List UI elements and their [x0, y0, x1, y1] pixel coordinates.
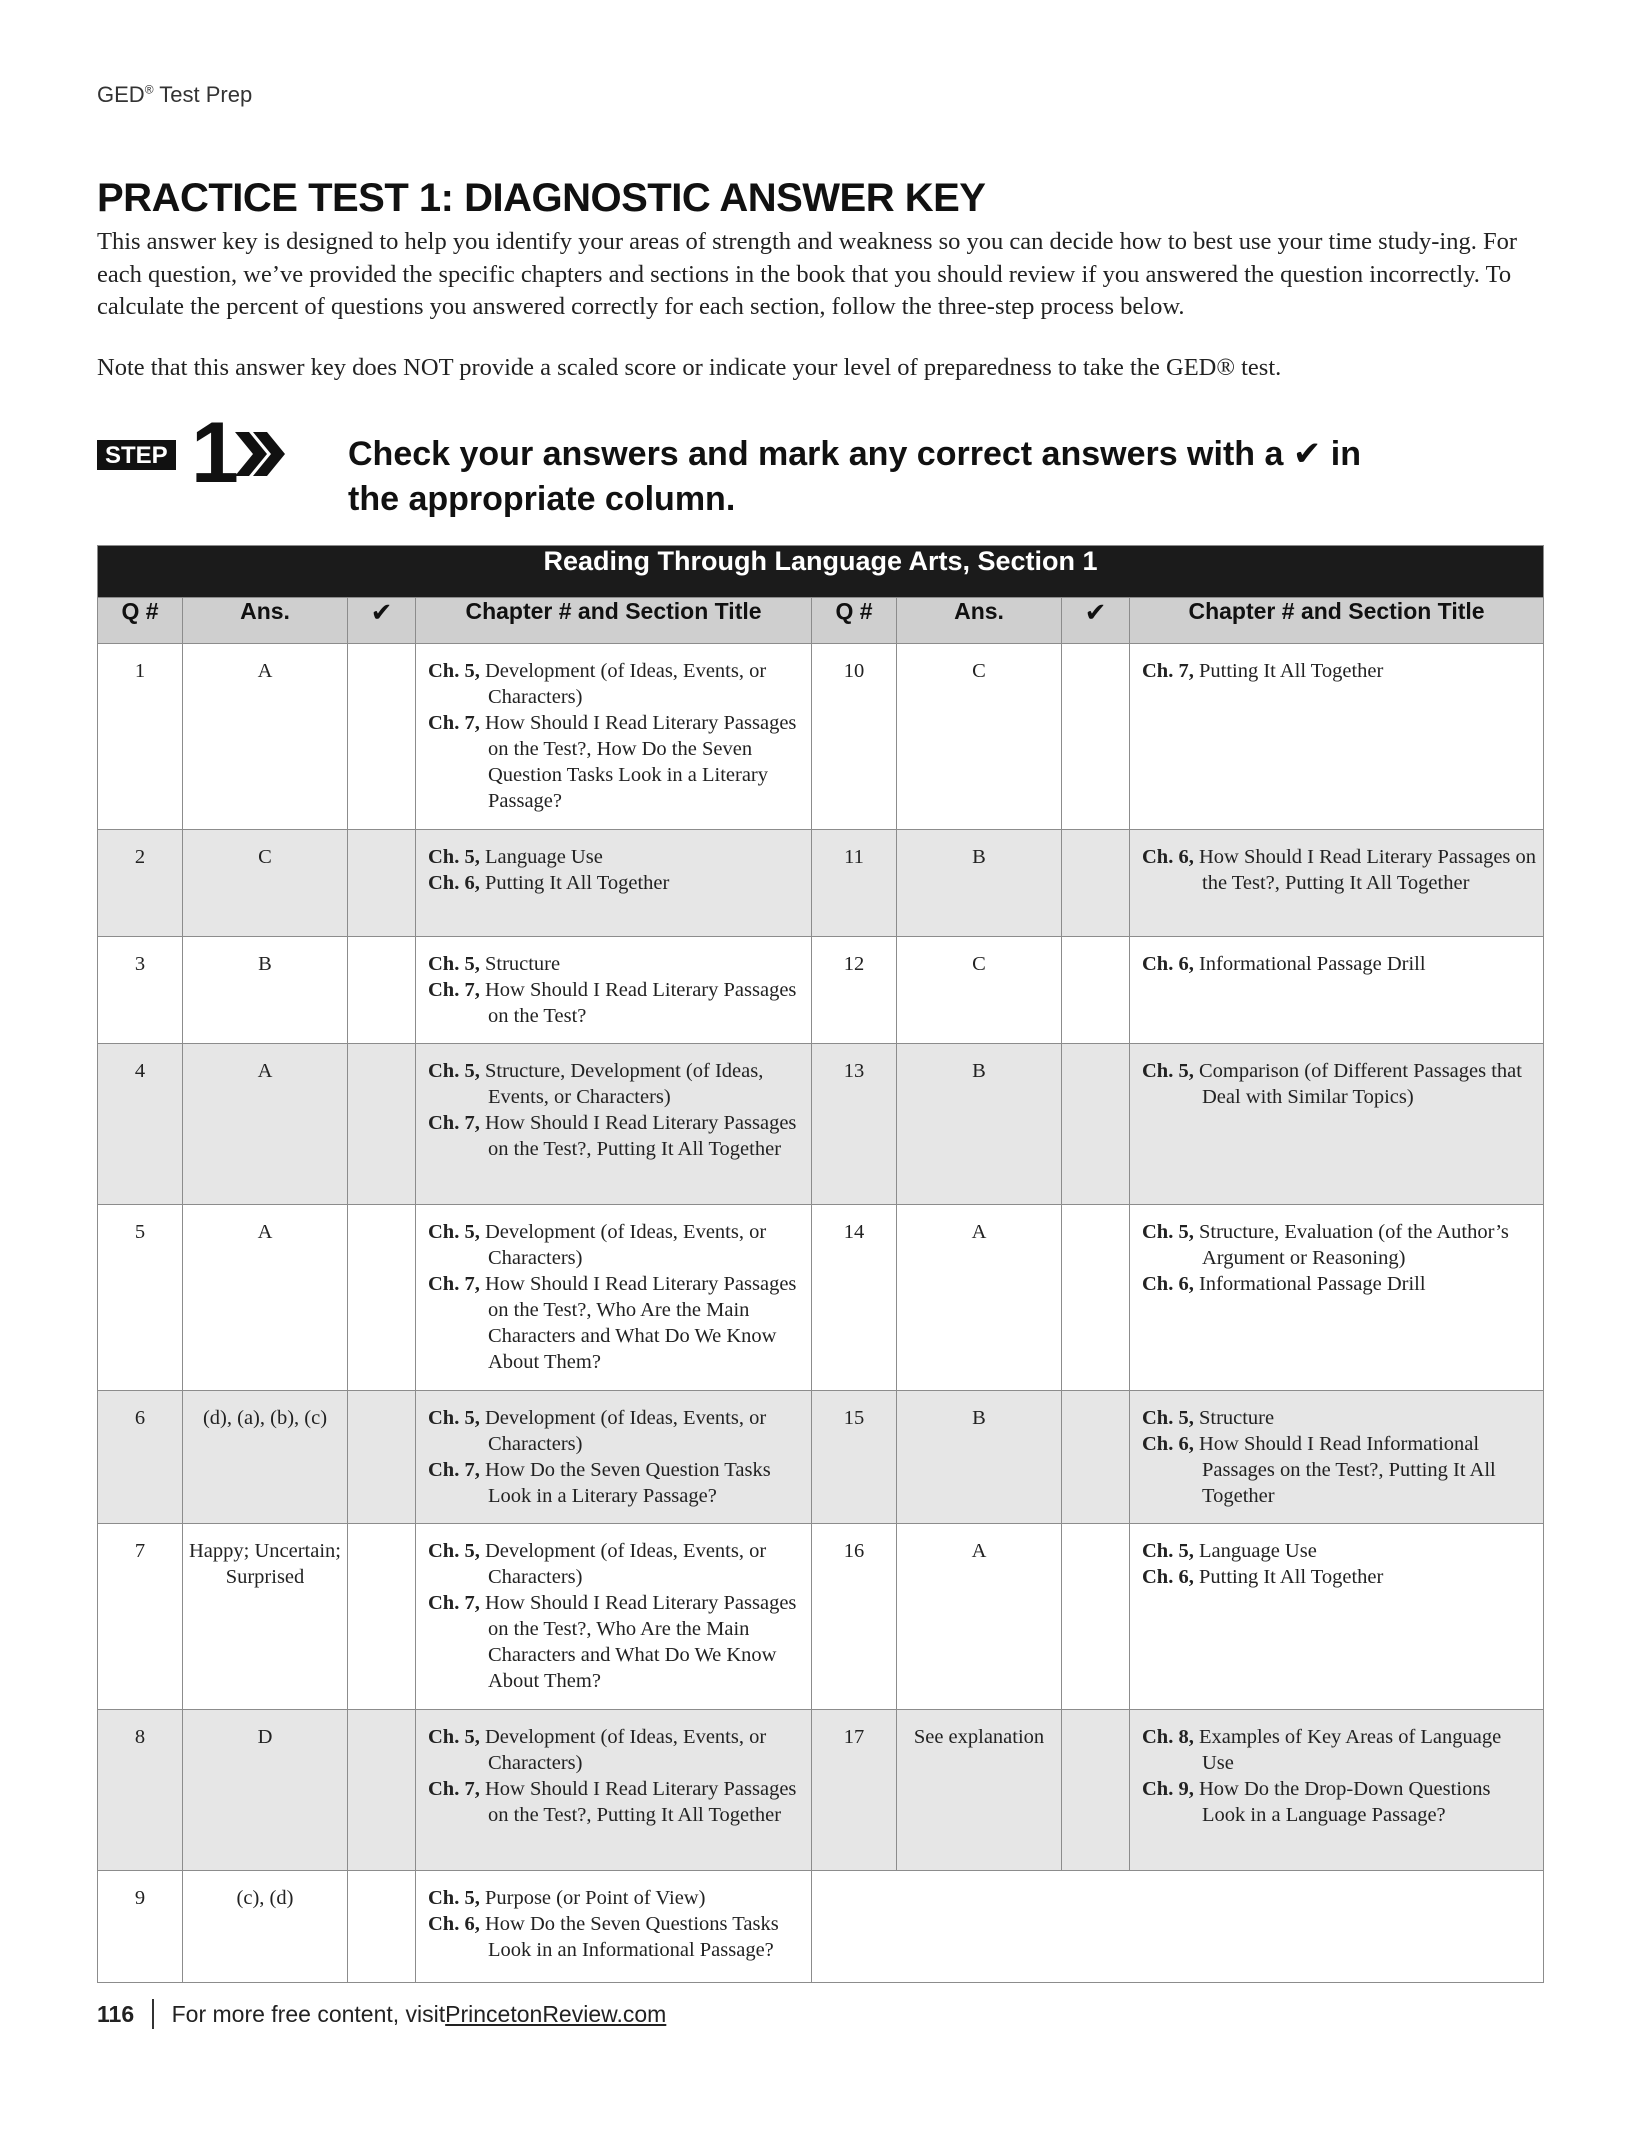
col-header-check: [348, 598, 416, 644]
chapter-number: Ch. 5,: [1142, 1221, 1194, 1243]
section-title: How Should I Read Informational Passages on the Test?, Putting It All Together: [1198, 1433, 1496, 1507]
table-row: [98, 1205, 1544, 1391]
answer-key-table: [97, 545, 1544, 1983]
section-title: Structure, Development (of Ideas, Events, or Characters): [484, 1060, 764, 1108]
table-row: [98, 830, 1544, 937]
chapter-number: Ch. 6,: [1142, 1273, 1194, 1295]
chapter-reference: [428, 1271, 805, 1375]
chapter-reference: [428, 844, 805, 870]
footer-divider: [152, 1999, 154, 2029]
chapter-number: Ch. 5,: [1142, 1060, 1194, 1082]
double-chevron-icon: [235, 432, 287, 476]
page-footer: [97, 1997, 666, 2031]
section-title: Structure: [1198, 1407, 1275, 1429]
question-number: 9: [98, 1871, 183, 1983]
answer-cell: (d), (a), (b), (c): [183, 1391, 348, 1524]
running-head-suffix: Test Prep: [153, 82, 253, 107]
section-title: Development (of Ideas, Events, or Characters): [484, 1407, 767, 1455]
section-title: How Should I Read Literary Passages on the Test?, Putting It All Together: [484, 1778, 797, 1826]
chapter-reference: [1142, 844, 1537, 896]
question-number: 11: [812, 830, 897, 937]
chapter-reference-cell: [416, 1044, 812, 1205]
table-row: [98, 1524, 1544, 1710]
chapter-number: Ch. 5,: [1142, 1540, 1194, 1562]
chapter-number: Ch. 7,: [428, 979, 480, 1001]
step-badge: [97, 405, 297, 501]
chapter-number: Ch. 5,: [428, 1726, 480, 1748]
col-header-q: Q #: [812, 598, 897, 644]
answer-cell: Happy; Uncertain; Surprised: [183, 1524, 348, 1710]
table-row: [98, 1044, 1544, 1205]
chapter-reference-cell: [416, 1205, 812, 1391]
table-row: [98, 937, 1544, 1044]
running-head-prefix: GED: [97, 82, 145, 107]
chapter-reference: [428, 977, 805, 1029]
chapter-reference-cell: [1130, 830, 1544, 937]
section-title: Structure, Evaluation (of the Author’s Argument or Reasoning): [1198, 1221, 1509, 1269]
answer-cell: B: [897, 1391, 1062, 1524]
chapter-number: Ch. 9,: [1142, 1778, 1194, 1800]
answer-cell: B: [897, 1044, 1062, 1205]
section-title: How Should I Read Literary Passages on the Test?, Who Are the Main Characters and What Do We Know About Them?: [484, 1273, 797, 1373]
chapter-number: Ch. 5,: [428, 1540, 480, 1562]
col-header-ans: Ans.: [183, 598, 348, 644]
chapter-number: Ch. 6,: [1142, 1566, 1194, 1588]
chapter-reference-cell: [1130, 1044, 1544, 1205]
chapter-reference: [428, 1538, 805, 1590]
check-cell[interactable]: [348, 1871, 416, 1983]
chapter-number: Ch. 7,: [428, 1778, 480, 1800]
question-number: 8: [98, 1710, 183, 1871]
answer-cell: (c), (d): [183, 1871, 348, 1983]
section-title: Development (of Ideas, Events, or Characters): [484, 1540, 767, 1588]
table-row: [98, 1391, 1544, 1524]
section-title: Examples of Key Areas of Language Use: [1198, 1726, 1502, 1774]
chapter-number: Ch. 5,: [1142, 1407, 1194, 1429]
section-title: How Do the Seven Question Tasks Look in a Literary Passage?: [484, 1459, 771, 1507]
chapter-reference: [1142, 1219, 1537, 1271]
check-cell[interactable]: [1062, 830, 1130, 937]
section-title: How Should I Read Literary Passages on the Test?, Who Are the Main Characters and What Do We Know About Them?: [484, 1592, 797, 1692]
chapter-reference: [428, 870, 805, 896]
chapter-reference-cell: [416, 1710, 812, 1871]
chapter-reference: [1142, 1724, 1537, 1776]
chapter-number: Ch. 5,: [428, 1407, 480, 1429]
question-number: 13: [812, 1044, 897, 1205]
chapter-reference-cell: [416, 1871, 812, 1983]
col-header-ans: Ans.: [897, 598, 1062, 644]
chapter-reference: [1142, 658, 1537, 684]
chapter-number: Ch. 7,: [428, 1112, 480, 1134]
chapter-reference: [1142, 1538, 1537, 1564]
table-row: [98, 644, 1544, 830]
chapter-reference: [428, 658, 805, 710]
question-number: 3: [98, 937, 183, 1044]
chapter-number: Ch. 6,: [428, 872, 480, 894]
question-number: 2: [98, 830, 183, 937]
table-row: [98, 1710, 1544, 1871]
question-number: 5: [98, 1205, 183, 1391]
checkmark-icon: ✔: [1084, 598, 1107, 628]
chapter-reference-cell: [1130, 1524, 1544, 1710]
answer-cell: A: [183, 1205, 348, 1391]
check-cell[interactable]: [348, 830, 416, 937]
question-number: 17: [812, 1710, 897, 1871]
chapter-reference: [428, 1405, 805, 1457]
chapter-number: Ch. 7,: [428, 1459, 480, 1481]
chapter-reference: [428, 1776, 805, 1828]
empty-cell: [812, 1871, 1544, 1983]
chapter-number: Ch. 7,: [428, 712, 480, 734]
chapter-number: Ch. 8,: [1142, 1726, 1194, 1748]
section-title: Development (of Ideas, Events, or Characters): [484, 660, 767, 708]
answer-cell: C: [183, 830, 348, 937]
question-number: 16: [812, 1524, 897, 1710]
check-cell[interactable]: [348, 1710, 416, 1871]
check-cell[interactable]: [1062, 1524, 1130, 1710]
chapter-reference: [428, 1590, 805, 1694]
section-title: How Should I Read Literary Passages on the Test?, How Do the Seven Question Tasks Look in a Literary Passage?: [484, 712, 797, 812]
section-title: Purpose (or Point of View): [484, 1887, 706, 1909]
col-header-chapter: Chapter # and Section Title: [1130, 598, 1544, 644]
answer-cell: See explanation: [897, 1710, 1062, 1871]
chapter-reference: [428, 1110, 805, 1162]
question-number: 14: [812, 1205, 897, 1391]
chapter-number: Ch. 5,: [428, 1060, 480, 1082]
chapter-number: Ch. 5,: [428, 1887, 480, 1909]
question-number: 7: [98, 1524, 183, 1710]
chapter-reference: [428, 1457, 805, 1509]
check-cell[interactable]: [1062, 1710, 1130, 1871]
answer-cell: A: [183, 1044, 348, 1205]
chapter-reference: [1142, 1776, 1537, 1828]
footer-text: For more free content, visit: [171, 2000, 446, 2027]
chapter-reference: [1142, 1271, 1537, 1297]
question-number: 6: [98, 1391, 183, 1524]
step-number: 1: [191, 405, 239, 501]
chapter-number: Ch. 7,: [428, 1273, 480, 1295]
section-title: Informational Passage Drill: [1198, 953, 1426, 975]
chapter-reference: [428, 1724, 805, 1776]
chapter-reference: [1142, 1405, 1537, 1431]
chapter-reference-cell: [1130, 1391, 1544, 1524]
check-cell[interactable]: [1062, 1205, 1130, 1391]
check-cell[interactable]: [348, 937, 416, 1044]
chapter-reference: [428, 951, 805, 977]
section-title: Development (of Ideas, Events, or Characters): [484, 1726, 767, 1774]
chapter-reference-cell: [416, 1524, 812, 1710]
chapter-reference: [1142, 1431, 1537, 1509]
chapter-reference: [428, 1911, 805, 1963]
step-label: STEP: [97, 440, 176, 470]
check-cell[interactable]: [348, 1205, 416, 1391]
step-instruction: Check your answers and mark any correct answers with a ✔ in the appropriate column.: [348, 435, 1361, 518]
chapter-reference-cell: [416, 937, 812, 1044]
chapter-reference-cell: [1130, 644, 1544, 830]
check-cell[interactable]: [1062, 1044, 1130, 1205]
answer-cell: A: [897, 1524, 1062, 1710]
check-cell[interactable]: [348, 1044, 416, 1205]
answer-cell: C: [897, 644, 1062, 830]
section-title: Language Use: [1198, 1540, 1317, 1562]
chapter-number: Ch. 6,: [428, 1913, 480, 1935]
answer-cell: B: [183, 937, 348, 1044]
answer-cell: B: [897, 830, 1062, 937]
section-title: Informational Passage Drill: [1198, 1273, 1426, 1295]
section-title: Putting It All Together: [1198, 1566, 1384, 1588]
chapter-number: Ch. 7,: [428, 1592, 480, 1614]
chapter-reference-cell: [1130, 1205, 1544, 1391]
check-cell[interactable]: [348, 644, 416, 830]
section-title: How Should I Read Literary Passages on the Test?, Putting It All Together: [1198, 846, 1537, 894]
running-head: [97, 82, 252, 108]
section-title: Structure: [484, 953, 561, 975]
section-title: How Should I Read Literary Passages on the Test?: [484, 979, 797, 1027]
question-number: 4: [98, 1044, 183, 1205]
chapter-reference-cell: [1130, 1710, 1544, 1871]
footer-link[interactable]: PrincetonReview.com: [445, 2000, 667, 2027]
col-header-check: [1062, 598, 1130, 644]
chapter-number: Ch. 7,: [1142, 660, 1194, 682]
chapter-number: Ch. 5,: [428, 660, 480, 682]
check-cell[interactable]: [1062, 644, 1130, 830]
section-title: Development (of Ideas, Events, or Characters): [484, 1221, 767, 1269]
col-header-chapter: Chapter # and Section Title: [416, 598, 812, 644]
chapter-reference-cell: [416, 1391, 812, 1524]
chapter-number: Ch. 6,: [1142, 1433, 1194, 1455]
chapter-number: Ch. 6,: [1142, 846, 1194, 868]
page-number: 116: [97, 2000, 135, 2027]
chapter-reference: [1142, 1564, 1537, 1590]
chapter-reference-cell: [1130, 937, 1544, 1044]
answer-cell: D: [183, 1710, 348, 1871]
answer-cell: C: [897, 937, 1062, 1044]
check-cell[interactable]: [348, 1391, 416, 1524]
section-title: How Do the Seven Questions Tasks Look in an Informational Passage?: [484, 1913, 779, 1961]
section-title: Comparison (of Different Passages that Deal with Similar Topics): [1198, 1060, 1522, 1108]
chapter-number: Ch. 5,: [428, 953, 480, 975]
chapter-reference: [428, 1885, 805, 1911]
section-title: Putting It All Together: [484, 872, 670, 894]
question-number: 1: [98, 644, 183, 830]
page-title: PRACTICE TEST 1: DIAGNOSTIC ANSWER KEY: [97, 176, 986, 220]
chapter-reference-cell: [416, 830, 812, 937]
check-cell[interactable]: [348, 1524, 416, 1710]
checkmark-icon: ✔: [370, 598, 393, 628]
registered-mark: ®: [144, 82, 154, 97]
note-paragraph: Note that this answer key does NOT provide a scaled score or indicate your level of preparedness to take the GED® test.: [97, 354, 1282, 381]
chapter-reference: [428, 710, 805, 814]
check-cell[interactable]: [1062, 1391, 1130, 1524]
answer-cell: A: [897, 1205, 1062, 1391]
chapter-number: Ch. 5,: [428, 1221, 480, 1243]
chapter-reference-cell: [416, 644, 812, 830]
answer-cell: A: [183, 644, 348, 830]
table-caption: Reading Through Language Arts, Section 1: [98, 546, 1544, 598]
intro-paragraph: This answer key is designed to help you identify your areas of strength and weakness so you can decide how to best use your time study-ing. For each question, we’ve provided the specific chapters and sections in the book that you should review if you answered the question incorrectly. To calculate the percent of questions you answered correctly for each section, follow the three-step process below.: [97, 228, 1518, 320]
chapter-reference: [428, 1219, 805, 1271]
section-title: How Do the Drop-Down Questions Look in a Language Passage?: [1198, 1778, 1491, 1826]
section-title: How Should I Read Literary Passages on the Test?, Putting It All Together: [484, 1112, 797, 1160]
chapter-reference: [428, 1058, 805, 1110]
chapter-reference: [1142, 951, 1537, 977]
table-row: [98, 1871, 1544, 1983]
col-header-q: Q #: [98, 598, 183, 644]
check-cell[interactable]: [1062, 937, 1130, 1044]
section-title: Putting It All Together: [1198, 660, 1384, 682]
section-title: Language Use: [484, 846, 603, 868]
chapter-number: Ch. 5,: [428, 846, 480, 868]
chapter-reference: [1142, 1058, 1537, 1110]
chapter-number: Ch. 6,: [1142, 953, 1194, 975]
question-number: 12: [812, 937, 897, 1044]
question-number: 15: [812, 1391, 897, 1524]
question-number: 10: [812, 644, 897, 830]
